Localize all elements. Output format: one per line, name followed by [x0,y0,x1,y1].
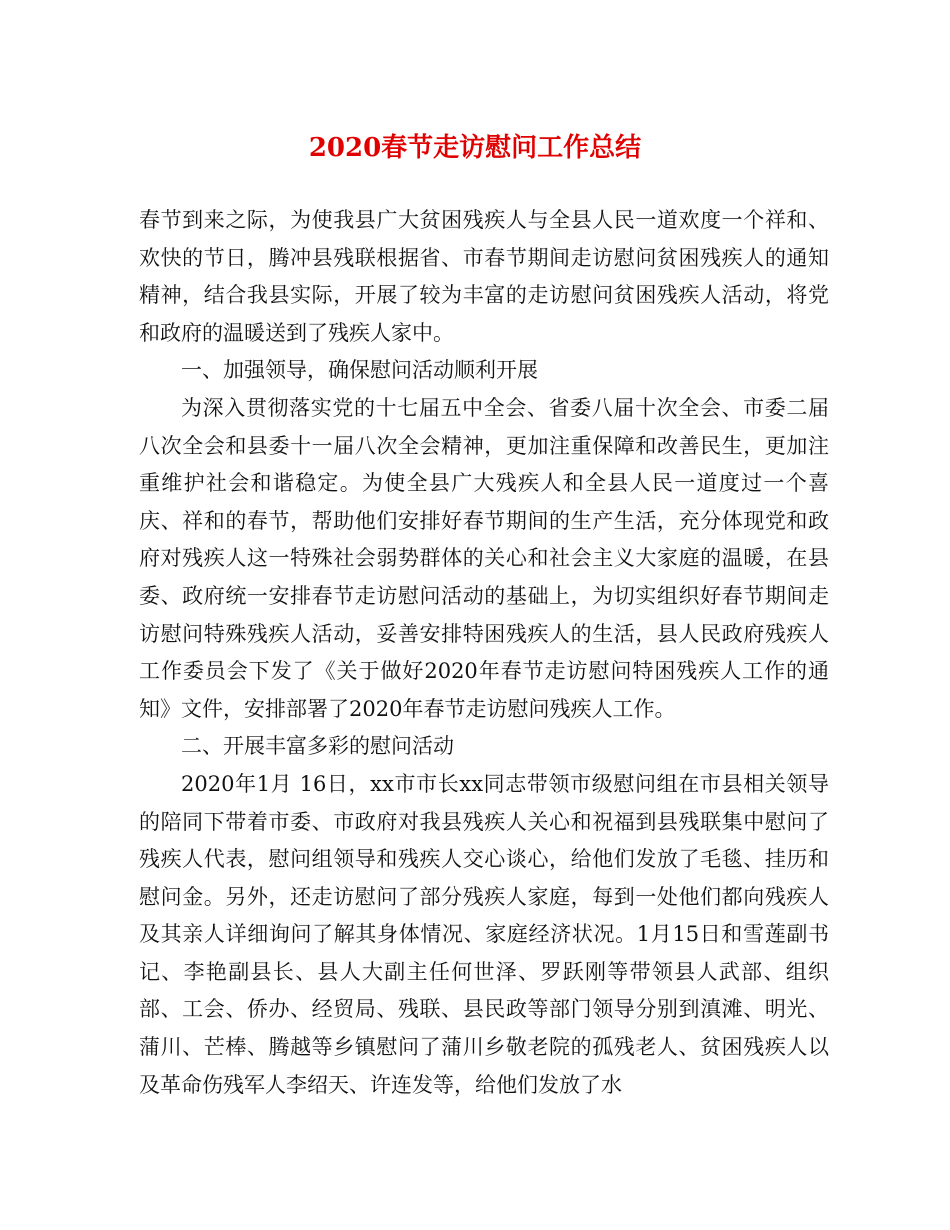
section-heading-2: 二、开展丰富多彩的慰问活动 [181,734,454,759]
section-2-paragraph: 2020年1月 16日，xx市市长xx同志带领市级慰问组在市县相关领导的陪同下带着市委、市政府对我县残疾人关心和祝福到县残联集中慰问了残疾人代表，慰问组领导和残疾人交心谈心，给他们发放了毛毯、挂历和慰问金。另外，还走访慰问了部分残疾人家庭，每到一处他们都向残疾人及其亲人详细询问了解其身体情况、家庭经济状况。1月15日和雪莲副书记、李艳副县长、县人大副主任何世泽、罗跃刚等带领县人武部、组织部、工会、侨办、经贸局、残联、县民政等部门领导分别到滇滩、明光、蒲川、芒棒、腾越等乡镇慰问了蒲川乡敬老院的孤残老人、贫困残疾人以及革命伤残军人李绍天、许连发等，给他们发放了水 [139,771,829,1097]
document-title: 2020春节走访慰问工作总结 [308,133,642,163]
section-1-paragraph: 为深入贯彻落实党的十七届五中全会、省委八届十次全会、市委二届八次全会和县委十一届八次全会精神，更加注重保障和改善民生，更加注重维护社会和谐稳定。为使全县广大残疾人和全县人民一道度过一个喜庆、祥和的春节，帮助他们安排好春节期间的生产生活，充分体现党和政府对残疾人这一特殊社会弱势群体的关心和社会主义大家庭的温暖，在县委、政府统一安排春节走访慰问活动的基础上，为切实组织好春节期间走访慰问特殊残疾人活动，妥善安排特困残疾人的生活，县人民政府残疾人工作委员会下发了《关于做好2020年春节走访慰问特困残疾人工作的通知》文件，安排部署了2020年春节走访慰问残疾人工作。 [139,395,829,721]
intro-paragraph: 春节到来之际，为使我县广大贫困残疾人与全县人民一道欢度一个祥和、欢快的节日，腾冲县残联根据省、市春节期间走访慰问贫困残疾人的通知精神，结合我县实际，开展了较为丰富的走访慰问贫困残疾人活动，将党和政府的温暖送到了残疾人家中。 [139,208,829,345]
document-body [139,202,829,1104]
section-heading-1: 一、加强领导，确保慰问活动顺利开展 [181,358,538,383]
